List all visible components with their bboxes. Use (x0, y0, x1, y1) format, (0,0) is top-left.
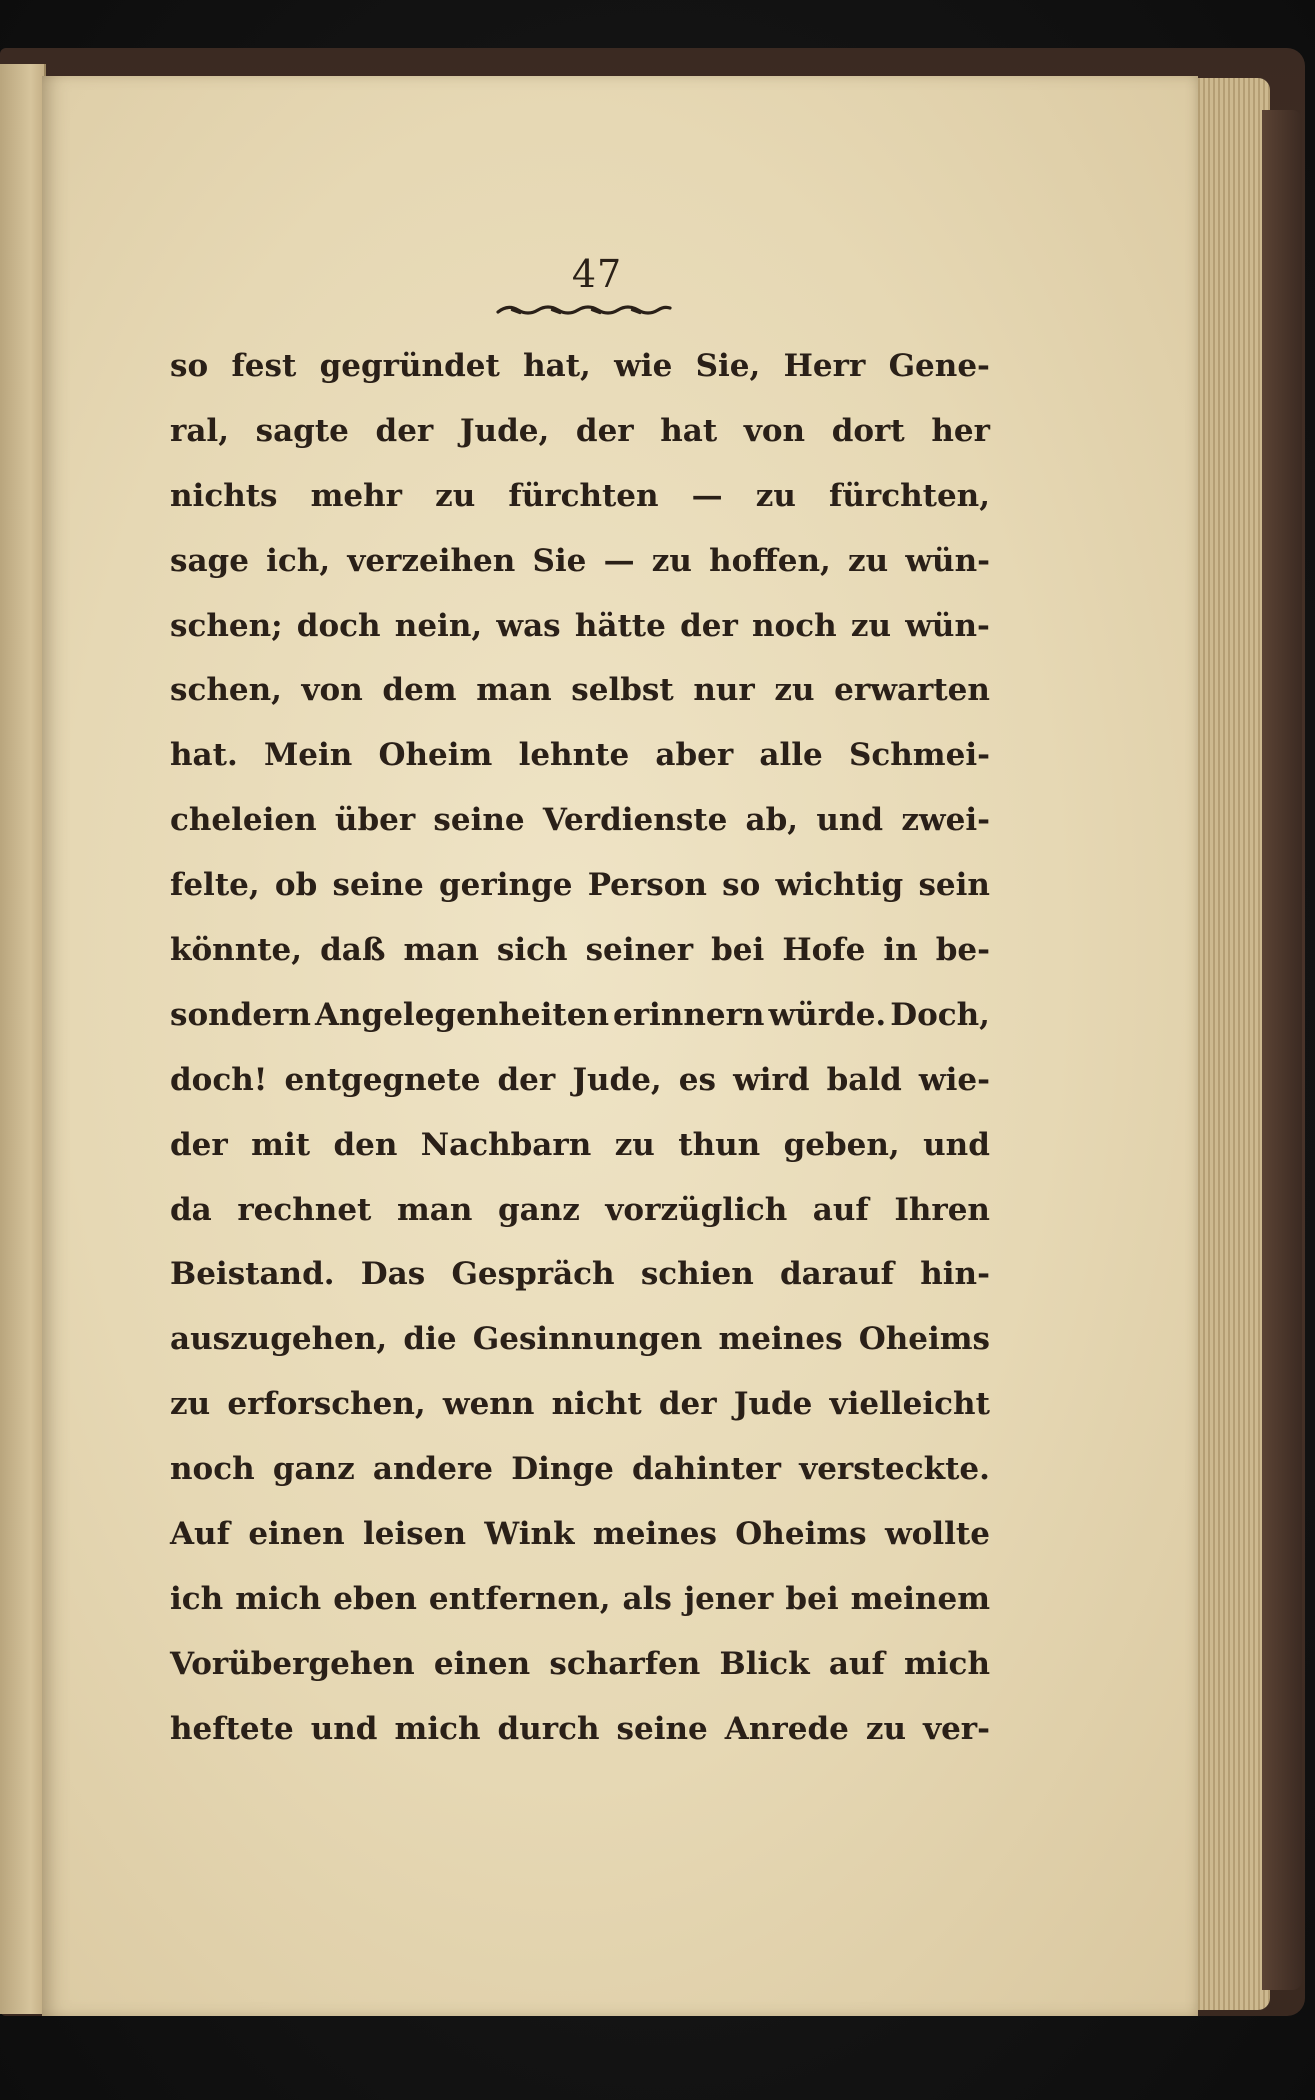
word: vielleicht (829, 1386, 990, 1423)
word: der (575, 412, 634, 449)
word: könnte, (170, 932, 303, 969)
word: ral, (170, 412, 229, 449)
text-line (170, 1502, 990, 1567)
word: wichtig (775, 867, 904, 904)
word: noch (752, 607, 837, 644)
word: Dinge (511, 1451, 614, 1488)
word: der (170, 1126, 228, 1163)
word: Doch, (890, 996, 990, 1033)
word: so (722, 867, 761, 904)
word: Oheim (378, 737, 493, 774)
word: Blick (719, 1645, 810, 1682)
word: Hofe (782, 932, 866, 969)
word: hin- (920, 1256, 990, 1293)
word: lehnte (518, 737, 630, 774)
text-line (170, 853, 990, 918)
word: nein, (394, 607, 483, 644)
word: mich (235, 1580, 322, 1617)
word: den (333, 1126, 398, 1163)
word: einen (433, 1645, 531, 1682)
word: seiner (585, 932, 694, 969)
text-line (170, 1437, 990, 1502)
word: dort (831, 412, 905, 449)
word: seine (616, 1710, 708, 1747)
word: Oheims (858, 1321, 990, 1358)
word: hat, (523, 348, 591, 384)
word: erforschen, (227, 1386, 426, 1423)
word: darauf (779, 1256, 895, 1293)
word: Jude, (459, 412, 550, 449)
text-line (170, 1048, 990, 1113)
text-line (170, 594, 990, 659)
word: — (691, 477, 723, 514)
word: fürchten (508, 477, 659, 514)
word: da (170, 1191, 212, 1228)
word: zu (614, 1126, 655, 1163)
text-line (170, 1178, 990, 1243)
word: was (496, 607, 561, 644)
word: bald (826, 1061, 902, 1098)
word: Sie (532, 542, 587, 579)
word: verzeihen (347, 542, 516, 579)
word: bei (711, 932, 765, 969)
word: fürchten, (829, 477, 990, 514)
word: dem (382, 672, 457, 709)
word: man (476, 672, 552, 709)
word: Herr (783, 348, 866, 384)
word: mich (903, 1645, 990, 1682)
word: hat (660, 412, 718, 449)
word: auf (812, 1191, 869, 1228)
text-line (170, 723, 990, 788)
word: erwarten (834, 672, 990, 709)
word: wün- (905, 607, 990, 644)
word: Gespräch (451, 1256, 615, 1293)
word: zu (651, 542, 692, 579)
word: Beistand. (170, 1256, 335, 1293)
text-line (170, 788, 990, 853)
word: mit (251, 1126, 311, 1163)
word: vorzüglich (605, 1191, 788, 1228)
word: Gesinnungen (472, 1321, 703, 1358)
text-line (170, 399, 990, 464)
word: seine (433, 802, 525, 839)
word: nicht (551, 1386, 642, 1423)
word: daß (320, 932, 386, 969)
text-line (170, 1242, 990, 1307)
word: meines (592, 1516, 717, 1553)
word: entgegnete (284, 1061, 481, 1098)
word: erinnern (612, 996, 765, 1033)
word: noch (170, 1451, 255, 1488)
word: Vorübergehen (170, 1645, 415, 1682)
word: aber (655, 737, 734, 774)
word: Schmei- (849, 737, 990, 774)
text-line (170, 334, 990, 399)
text-line (170, 1113, 990, 1178)
word: ganz (497, 1191, 580, 1228)
word: zu (435, 477, 476, 514)
word: entfernen, (428, 1580, 611, 1617)
word: Nachbarn (420, 1126, 592, 1163)
text-line (170, 464, 990, 529)
word: selbst (571, 672, 674, 709)
word: so (170, 348, 209, 384)
word: meines (718, 1321, 843, 1358)
word: von (301, 672, 363, 709)
word: schen, (170, 672, 282, 709)
text-line (170, 983, 990, 1048)
word: mehr (310, 477, 403, 514)
word: wenn (442, 1386, 535, 1423)
word: sagte (255, 412, 349, 449)
word: doch (296, 607, 381, 644)
word: Gene- (888, 348, 990, 384)
text-line (170, 1372, 990, 1437)
word: man (396, 1191, 473, 1228)
word: leisen (363, 1516, 467, 1553)
word: cheleien (170, 802, 317, 839)
word: ob (274, 867, 318, 904)
word: Anrede (724, 1710, 849, 1747)
word: von (743, 412, 806, 449)
word: der (680, 607, 738, 644)
word: zu (170, 1386, 211, 1423)
word: dahinter (632, 1451, 781, 1488)
body-text (170, 334, 990, 1762)
word: über (334, 802, 416, 839)
word: Wink (484, 1516, 575, 1553)
word: der (375, 412, 434, 449)
book-page (42, 76, 1198, 2016)
word: ver- (923, 1710, 990, 1747)
page-number: 47 (571, 252, 623, 296)
word: wün- (905, 542, 990, 579)
word: — (603, 542, 635, 579)
word: Sie, (695, 348, 761, 384)
word: scharfen (549, 1645, 701, 1682)
word: wie (614, 348, 673, 384)
text-line (170, 1632, 990, 1697)
word: Auf (170, 1516, 230, 1553)
word: als (622, 1580, 672, 1617)
word: heftete (170, 1710, 294, 1747)
word: zu (865, 1710, 907, 1747)
word: mich (394, 1710, 481, 1747)
word: ab, (745, 802, 799, 839)
word: Das (360, 1256, 426, 1293)
word: ich, (266, 542, 331, 579)
text-line (170, 529, 990, 594)
word: und (816, 802, 884, 839)
word: eben (333, 1580, 417, 1617)
word: der (658, 1386, 717, 1423)
word: be- (935, 932, 990, 969)
word: der (497, 1061, 556, 1098)
word: sich (496, 932, 568, 969)
word: hoffen, (709, 542, 831, 579)
word: geben, (783, 1126, 900, 1163)
word: thun (678, 1126, 761, 1163)
word: fest (231, 348, 297, 384)
word: zu (774, 672, 815, 709)
word: Mein (263, 737, 353, 774)
word: hätte (574, 607, 666, 644)
word: zu (848, 542, 889, 579)
word: wie- (918, 1061, 990, 1098)
word: auszugehen, (170, 1321, 388, 1358)
word: nur (693, 672, 755, 709)
word: rechnet (237, 1191, 372, 1228)
word: sage (170, 542, 249, 579)
word: doch! (170, 1061, 268, 1098)
word: alle (759, 737, 823, 774)
word: Oheims (735, 1516, 867, 1553)
text-line (170, 658, 990, 723)
word: auf (828, 1645, 885, 1682)
word: schen; (170, 607, 283, 644)
word: zwei- (901, 802, 990, 839)
page-block-edges (1190, 78, 1270, 2010)
word: ich (170, 1580, 224, 1617)
word: sein (918, 867, 990, 904)
word: andere (372, 1451, 494, 1488)
word: Ihren (894, 1191, 990, 1228)
word: her (931, 412, 990, 449)
word: es (678, 1061, 716, 1098)
header-ornament-icon (494, 298, 674, 324)
word: sondern (170, 996, 311, 1033)
word: jener (683, 1580, 774, 1617)
word: ganz (272, 1451, 355, 1488)
word: nichts (170, 477, 278, 514)
word: gegründet (319, 348, 500, 384)
cover-edge (1262, 110, 1302, 1990)
word: Verdienste (542, 802, 728, 839)
word: und (923, 1126, 990, 1163)
word: bei (785, 1580, 839, 1617)
word: hat. (170, 737, 238, 774)
word: felte, (170, 867, 260, 904)
word: Jude (733, 1386, 813, 1423)
word: seine (332, 867, 424, 904)
text-line (170, 1697, 990, 1762)
word: versteckte. (799, 1451, 990, 1488)
word: meinem (850, 1580, 990, 1617)
text-line (170, 1567, 990, 1632)
word: in (883, 932, 918, 969)
word: wollte (884, 1516, 990, 1553)
word: würde. (768, 996, 887, 1033)
word: Person (587, 867, 707, 904)
word: Jude, (572, 1061, 662, 1098)
text-line (170, 918, 990, 983)
word: die (403, 1321, 457, 1358)
word: und (310, 1710, 378, 1747)
word: zu (850, 607, 892, 644)
word: geringe (439, 867, 573, 904)
word: wird (733, 1061, 810, 1098)
word: man (403, 932, 479, 969)
word: zu (755, 477, 796, 514)
word: einen (248, 1516, 345, 1553)
previous-page-edge (0, 64, 46, 2014)
word: Angelegenheiten (314, 996, 609, 1033)
word: durch (497, 1710, 600, 1747)
word: schien (640, 1256, 754, 1293)
text-line (170, 1307, 990, 1372)
